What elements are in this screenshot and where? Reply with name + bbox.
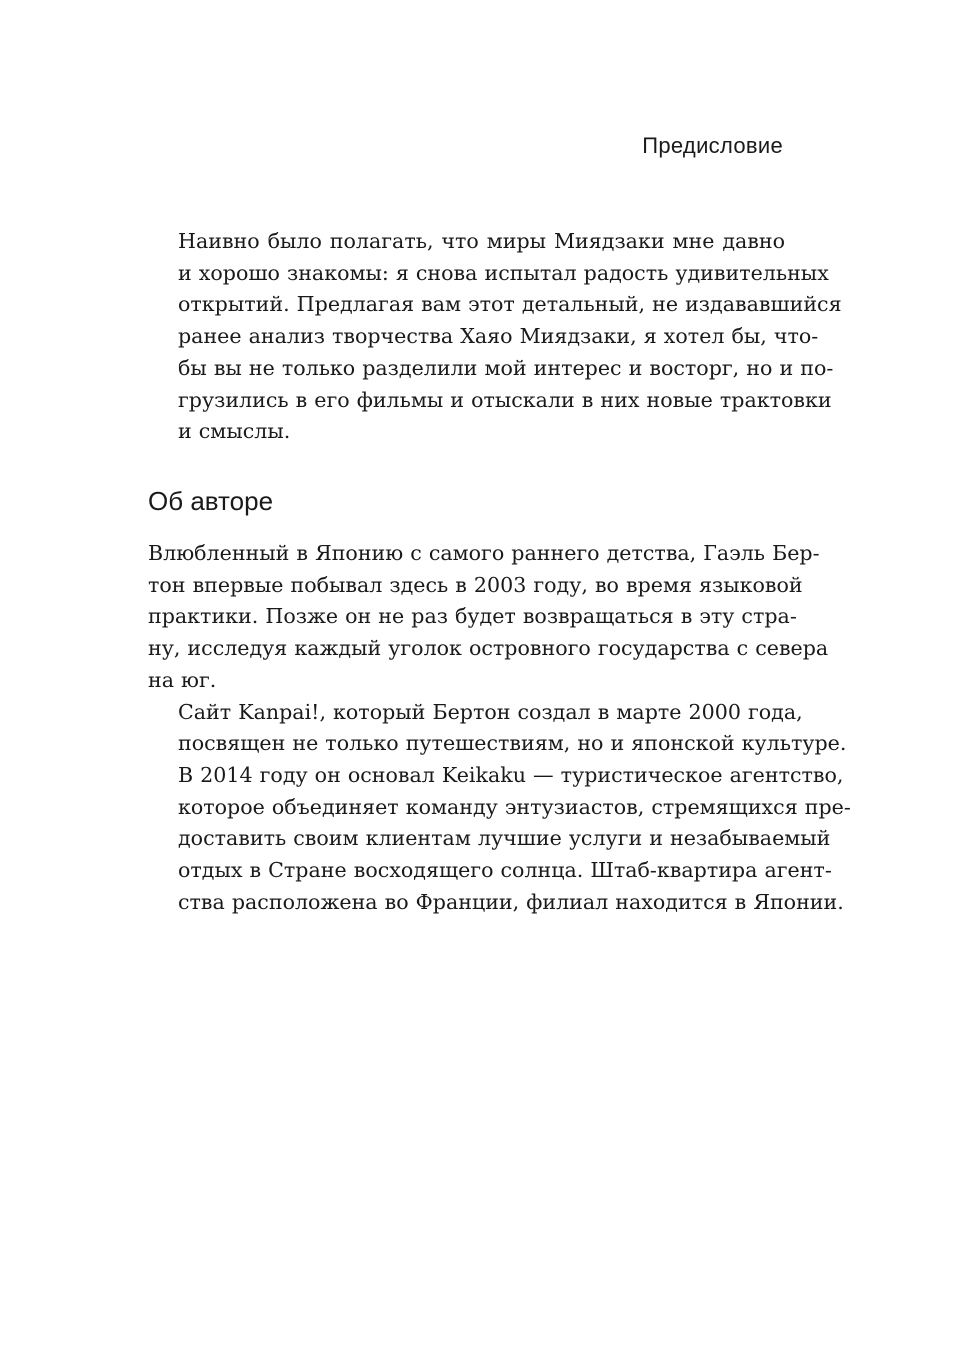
text-line: Наивно было полагать, что миры Миядзаки мне давно xyxy=(178,229,785,253)
about-author-text xyxy=(148,538,851,918)
text-line: ства расположена во Франции, филиал находится в Японии. xyxy=(178,889,844,914)
text-line: посвящен не только путешествиям, но и японской культуре. xyxy=(178,731,847,756)
text-line: отдых в Стране восходящего солнца. Штаб-квартира агент- xyxy=(178,858,832,883)
about-paragraph-2 xyxy=(148,697,851,919)
preface-text xyxy=(148,226,842,448)
text-line: тон впервые побывал здесь в 2003 году, во время языковой xyxy=(148,572,803,597)
text-line: на юг. xyxy=(148,667,217,692)
text-line: В 2014 году он основал Keikaku — туристическое агентство, xyxy=(178,762,844,787)
text-line: Влюбленный в Японию с самого раннего детства, Гаэль Бер- xyxy=(148,541,820,565)
text-line: ну, исследуя каждый уголок островного государства с севера xyxy=(148,636,829,661)
text-line: и смыслы. xyxy=(178,419,291,444)
text-line: Сайт Kanpai!, который Бертон создал в марте 2000 года, xyxy=(178,699,803,724)
text-line: которое объединяет команду энтузиастов, стремящихся пре- xyxy=(178,794,851,819)
text-line: открытий. Предлагая вам этот детальный, не издававшийся xyxy=(178,292,842,317)
about-paragraph-1 xyxy=(148,538,829,697)
preface-paragraph xyxy=(148,226,842,448)
text-line: и хорошо знакомы: я снова испытал радость удивительных xyxy=(178,260,829,285)
running-head: Предисловие xyxy=(642,133,783,158)
text-line: грузились в его фильмы и отыскали в них новые трактовки xyxy=(178,387,832,412)
text-line: бы вы не только разделили мой интерес и восторг, но и по- xyxy=(178,355,834,380)
text-line: доставить своим клиентам лучшие услуги и незабываемый xyxy=(178,826,831,851)
about-author-heading: Об авторе xyxy=(148,486,274,516)
text-line: ранее анализ творчества Хаяо Миядзаки, я хотел бы, что- xyxy=(178,324,819,349)
text-line: практики. Позже он не раз будет возвращаться в эту стра- xyxy=(148,604,797,629)
